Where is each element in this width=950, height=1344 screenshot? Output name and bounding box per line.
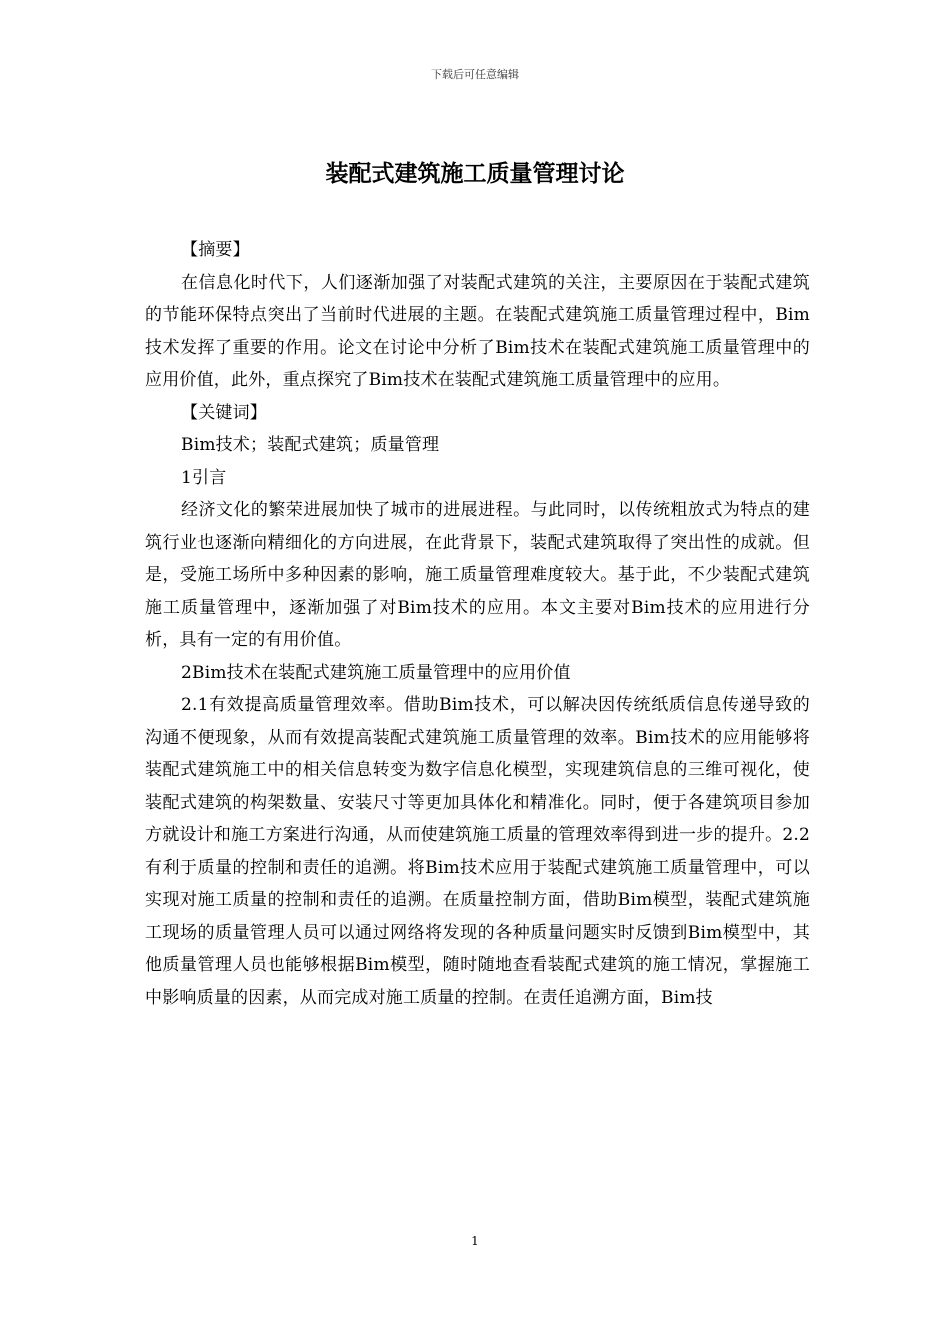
abstract-paragraph: 在信息化时代下，人们逐渐加强了对装配式建筑的关注，主要原因在于装配式建筑的节能环保特点突出了当前时代进展的主题。在装配式建筑施工质量管理过程中，Bim技术发挥了重要的作用。论文在讨论中分析了Bim技术在装配式建筑施工质量管理中的应用价值，此外，重点探究了Bim技术在装配式建筑施工质量管理中的应用。 [145, 272, 810, 390]
document-body [145, 234, 810, 1014]
section-1-heading: 1引言 [181, 467, 227, 488]
keywords-heading: 【关键词】 [181, 402, 267, 423]
section-2-heading: 2Bim技术在装配式建筑施工质量管理中的应用价值 [181, 662, 571, 683]
page-number: 1 [471, 1234, 479, 1248]
page-header: 下载后可任意编辑 [431, 68, 519, 81]
abstract-heading: 【摘要】 [181, 240, 250, 260]
keywords-text: Bim技术；装配式建筑；质量管理 [181, 435, 440, 455]
document-title: 装配式建筑施工质量管理讨论 [325, 161, 625, 187]
section-2-paragraph: 2.1有效提高质量管理效率。借助Bim技术，可以解决因传统纸质信息传递导致的沟通不便现象，从而有效提高装配式建筑施工质量管理的效率。Bim技术的应用能够将装配式建筑施工中的相关信息转变为数字信息化模型，实现建筑信息的三维可视化，使装配式建筑的构架数量、安装尺寸等更加具体化和精准化。同时，便于各建筑项目参加方就设计和施工方案进行沟通，从而使建筑施工质量的管理效率得到进一步的提升。2.2有利于质量的控制和责任的追溯。将Bim技术应用于装配式建筑施工质量管理中，可以实现对施工质量的控制和责任的追溯。在质量控制方面，借助Bim模型，装配式建筑施工现场的质量管理人员可以通过网络将发现的各种质量问题实时反馈到Bim模型中，其他质量管理人员也能够根据Bim模型，随时随地查看装配式建筑的施工情况，掌握施工中影响质量的因素，从而完成对施工质量的控制。在责任追溯方面，Bim技 [145, 695, 810, 1008]
section-1-paragraph: 经济文化的繁荣进展加快了城市的进展进程。与此同时，以传统粗放式为特点的建筑行业也逐渐向精细化的方向进展，在此背景下，装配式建筑取得了突出性的成就。但是，受施工场所中多种因素的影响，施工质量管理难度较大。基于此，不少装配式建筑施工质量管理中，逐渐加强了对Bim技术的应用。本文主要对Bim技术的应用进行分析，具有一定的有用价值。 [145, 500, 810, 650]
